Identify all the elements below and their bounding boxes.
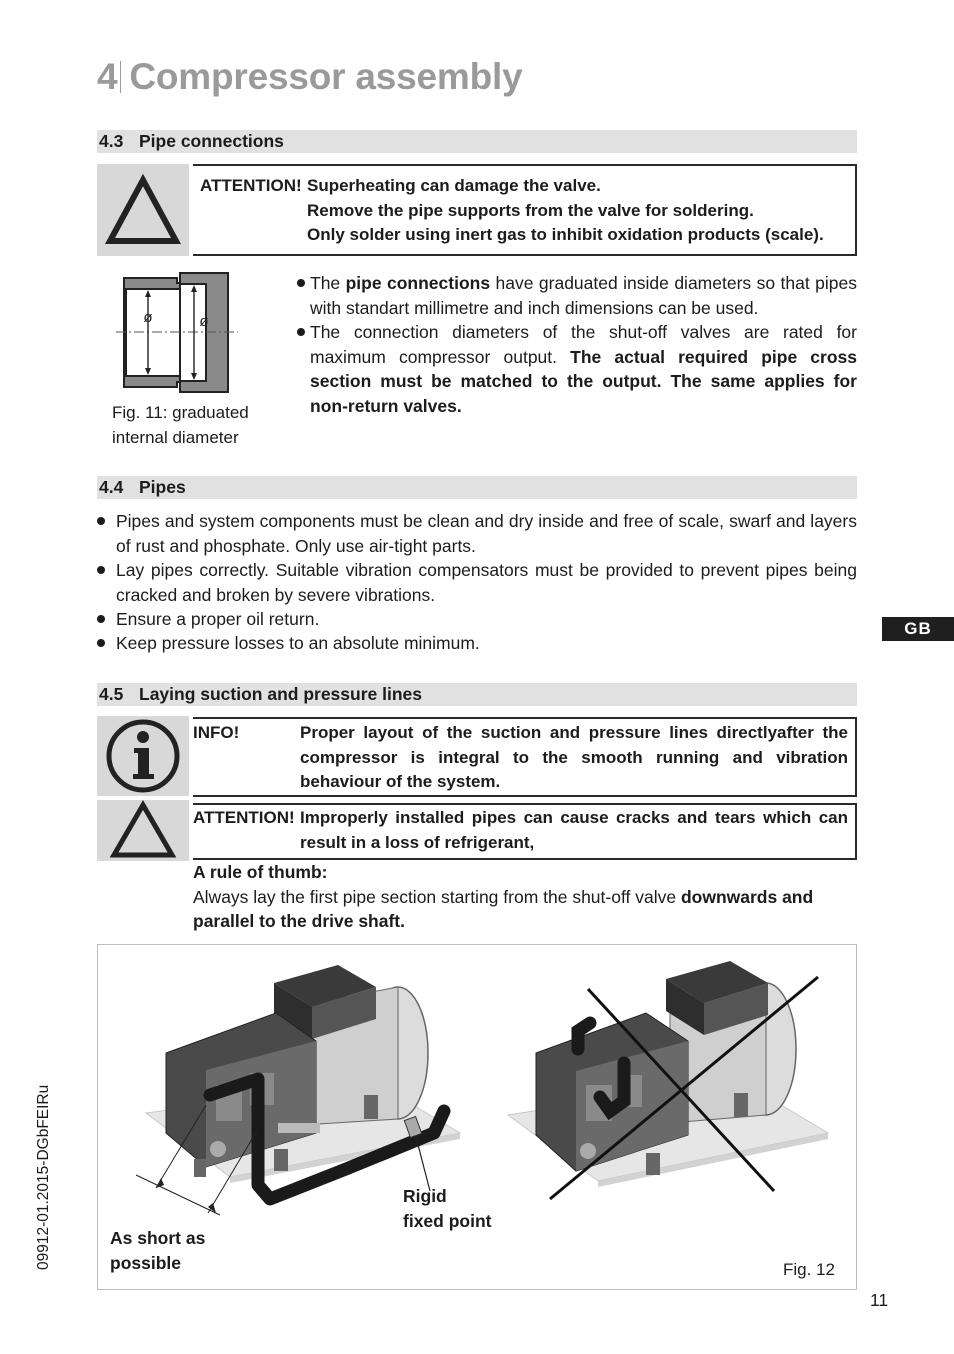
bold-text: The actual required pipe cross section must be matched to the output. The same applies for non-return valves. <box>310 346 858 416</box>
list-item <box>310 271 857 320</box>
correct-installation-image <box>136 965 460 1215</box>
fig-11-caption <box>112 401 249 450</box>
attention-label: ATTENTION! <box>193 808 295 827</box>
fig-11-drawing <box>112 270 242 395</box>
warning-triangle-icon <box>97 800 189 861</box>
caption-line: internal diameter <box>112 427 239 447</box>
fig-12-frame <box>97 944 857 1290</box>
list-item: Lay pipes correctly. Suitable vibration compensators must be provided to prevent pipes being cracked and broken by severe vibrations. <box>116 560 857 605</box>
section-title: Laying suction and pressure lines <box>139 684 422 704</box>
diameter-symbol-large: ø <box>199 313 209 330</box>
list-item: Keep pressure losses to an absolute minimum. <box>116 633 480 653</box>
rule-of-thumb <box>193 860 823 934</box>
attention-box-4-3 <box>193 164 857 256</box>
caption-line: Fig. 11: graduated <box>112 403 249 422</box>
incorrect-installation-image <box>508 961 828 1199</box>
label-line: As short as <box>110 1228 206 1248</box>
info-label: INFO! <box>193 723 240 742</box>
diameter-symbol-small: ø <box>143 309 153 326</box>
page-title <box>97 56 523 98</box>
text-run: Always lay the first pipe section starting from the shut-off valve <box>193 886 681 907</box>
list-item <box>310 320 857 418</box>
section-title: Pipes <box>139 477 186 497</box>
chapter-title: Compressor assembly <box>129 56 523 97</box>
language-tab: GB <box>882 617 954 641</box>
document-code: 09912-01.2015-DGbFEIRu <box>35 1084 52 1270</box>
rule-text <box>193 885 823 934</box>
bullet-icon <box>97 615 105 623</box>
warning-triangle-icon <box>97 164 189 256</box>
text-run: The connection diameters of the shut-off valves are rated for maximum compressor output. <box>310 322 857 367</box>
section-number: 4.4 <box>99 477 124 497</box>
attention-text: Improperly installed pipes can cause cracks and tears which can result in a loss of refrigerant, <box>300 808 848 852</box>
info-box-4-5 <box>193 717 857 797</box>
chapter-number: 4 <box>97 56 118 97</box>
attention-line: Remove the pipe supports from the valve for soldering. <box>307 200 754 220</box>
list-item: Ensure a proper oil return. <box>116 609 320 629</box>
attention-line: Superheating can damage the valve. <box>307 176 601 195</box>
attention-line: Only solder using inert gas to inhibit oxidation products (scale). <box>307 225 824 244</box>
section-number: 4.3 <box>99 131 124 151</box>
info-text: Proper layout of the suction and pressure lines directlyafter the compressor is integral to the smooth running and vibration behaviour of the system. <box>300 723 848 791</box>
fig-12-caption: Fig. 12 <box>783 1260 835 1279</box>
list-item: Pipes and system components must be clean and dry inside and free of scale, swarf and layers of rust and phosphate. Only use air-tight parts. <box>116 511 857 556</box>
section-heading-4-3 <box>97 130 857 153</box>
rigid-fixed-point-label <box>403 1184 491 1233</box>
text-run: The <box>310 273 346 293</box>
bullet-icon <box>297 279 305 287</box>
section-heading-4-5 <box>97 683 857 706</box>
graduated-diameter-diagram <box>112 270 242 395</box>
bold-text: downwards and parallel to the drive shaft. <box>193 886 814 931</box>
warning-icon-box <box>97 164 189 256</box>
bullet-icon <box>297 328 305 336</box>
as-short-as-possible-label <box>110 1226 205 1275</box>
attention-label: ATTENTION! <box>200 176 302 195</box>
text-run: have graduated inside diameters so that pipes with standart millimetre and inch dimensions can be used. <box>310 273 857 318</box>
title-divider <box>120 61 121 93</box>
bullet-icon <box>97 517 105 525</box>
label-line: Rigid <box>403 1186 447 1206</box>
bullet-icon <box>97 639 105 647</box>
label-line: fixed point <box>403 1210 492 1231</box>
page-number: 11 <box>870 1290 889 1310</box>
rule-heading: A rule of thumb: <box>193 862 328 882</box>
bold-text: pipe connections <box>345 273 491 293</box>
bullet-icon <box>97 566 105 574</box>
attention-box-4-5 <box>193 803 857 860</box>
attention-text <box>307 174 824 248</box>
label-line: possible <box>110 1252 181 1273</box>
warning-icon-box <box>97 800 189 861</box>
section-number: 4.5 <box>99 684 124 704</box>
fig-12-illustration <box>98 945 856 1289</box>
section-heading-4-4 <box>97 476 857 499</box>
info-icon <box>97 716 189 796</box>
section-title: Pipe connections <box>139 131 284 151</box>
info-icon-box <box>97 716 189 796</box>
